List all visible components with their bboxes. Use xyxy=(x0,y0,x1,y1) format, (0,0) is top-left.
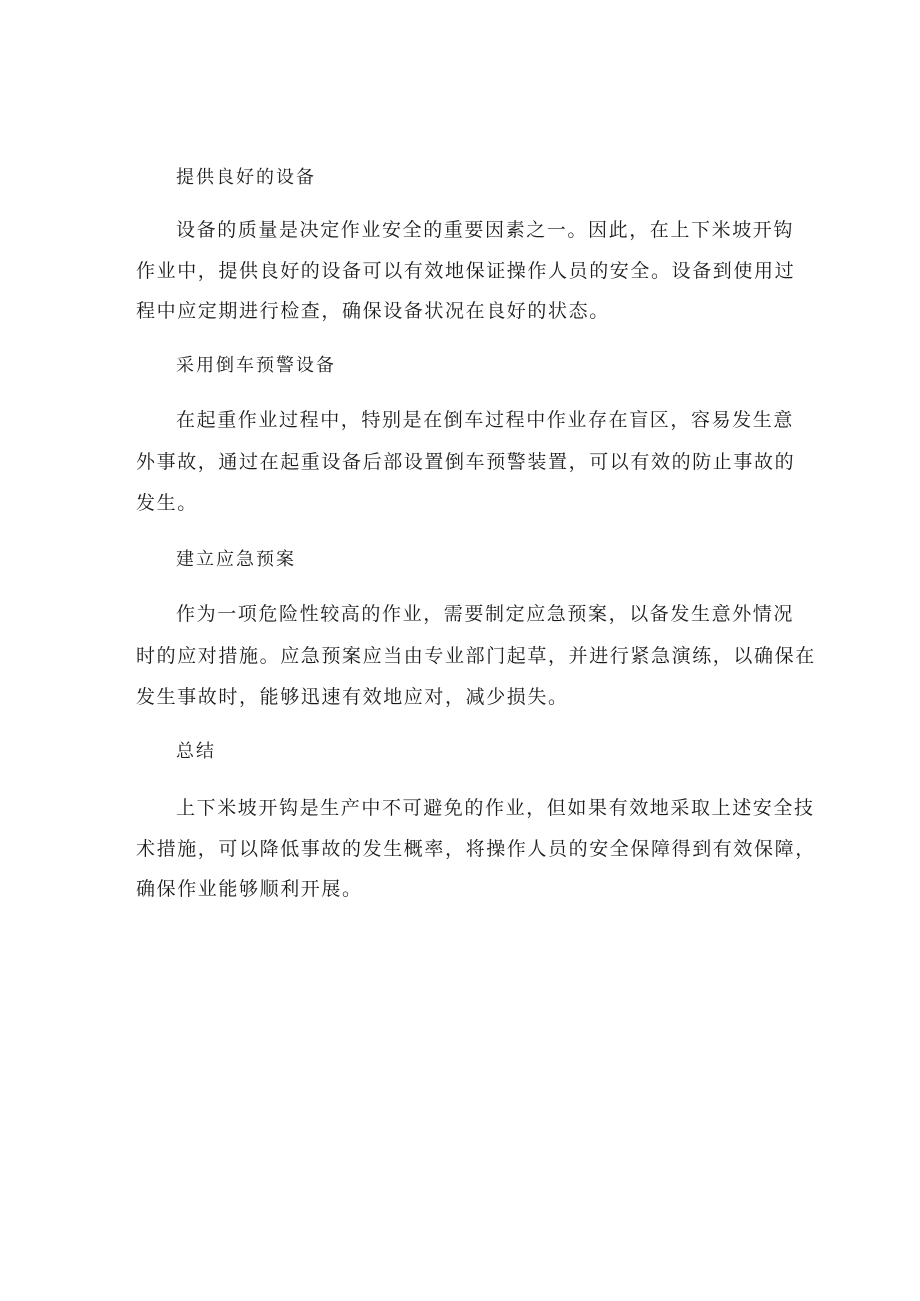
section-heading: 提供良好的设备 xyxy=(176,167,316,188)
paragraph-line: 发生事故时，能够迅速有效地应对，减少损失。 xyxy=(136,686,569,708)
paragraph-line: 在起重作业过程中，特别是在倒车过程中作业存在盲区，容易发生意 xyxy=(176,409,795,431)
paragraph-line: 程中应定期进行检查，确保设备状况在良好的状态。 xyxy=(136,300,610,322)
paragraph-line: 确保作业能够顺利开展。 xyxy=(136,878,363,900)
section-heading: 总结 xyxy=(176,741,216,762)
section-heading: 采用倒车预警设备 xyxy=(176,355,336,376)
paragraph-line: 时的应对措施。应急预案应当由专业部门起草，并进行紧急演练，以确保在 xyxy=(136,645,816,667)
paragraph-line: 上下米坡开钩是生产中不可避免的作业，但如果有效地采取上述安全技 xyxy=(176,797,815,819)
paragraph-line: 术措施，可以降低事故的发生概率，将操作人员的安全保障得到有效保障， xyxy=(136,838,816,860)
paragraph-line: 作为一项危险性较高的作业，需要制定应急预案，以备发生意外情况 xyxy=(176,603,795,625)
paragraph-line: 作业中，提供良好的设备可以有效地保证操作人员的安全。设备到使用过 xyxy=(136,260,796,282)
paragraph-line: 设备的质量是决定作业安全的重要因素之一。因此，在上下米坡开钩 xyxy=(176,219,795,241)
paragraph-line: 发生。 xyxy=(136,492,198,514)
paragraph-line: 外事故，通过在起重设备后部设置倒车预警装置，可以有效的防止事故的 xyxy=(136,451,796,473)
section-heading: 建立应急预案 xyxy=(176,549,296,570)
